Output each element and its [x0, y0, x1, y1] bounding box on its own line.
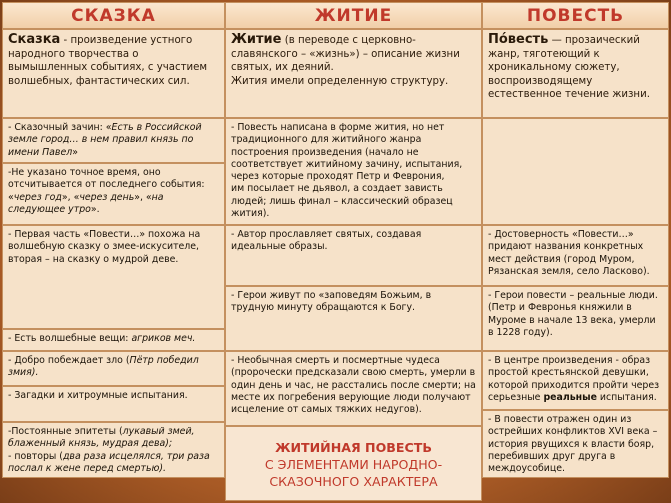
text-italic: через день	[79, 191, 135, 203]
term-skazka: Сказка	[8, 32, 61, 47]
povest-cell-empty	[482, 118, 669, 225]
skazka-cell-3: - Первая часть «Повести…» похожа на волшебную сказку о змее-искусителе, вторая – на сказку о мудрой деве.	[2, 225, 225, 329]
term-povest: По́весть	[488, 32, 549, 47]
text: », «	[134, 191, 152, 203]
header-povest: ПОВЕСТЬ	[482, 2, 669, 29]
text: - Сказочный зачин: «	[8, 122, 112, 133]
text-italic: на следующее утро	[8, 191, 164, 215]
text-bold: реальные	[543, 391, 597, 403]
skazka-cell-7	[2, 422, 225, 478]
text: испытания.	[596, 391, 657, 403]
povest-cell-2: - Достоверность «Повести…» придают названия конкретных мест действия (город Муром, Рязанская земля, село Ласково).	[482, 225, 669, 286]
definition-povest-text: — прозаический жанр, тяготеющий к хроникальному сюжету, воспроизводящему естественное течение жизни.	[488, 35, 650, 101]
definition-zhitie-text: (в переводе с церковно-славянского – «жизнь») – описание жизни святых, их деяний.	[231, 35, 460, 74]
text: - В центре произведения - образ простой крестьянской девушки, которой приходится пройти через серьезные	[488, 355, 660, 403]
text: -Не указано точное время, оно отсчитывается от последнего события: «	[8, 167, 205, 203]
definition-zhitie-text2: Жития имели определенную структуру.	[231, 75, 449, 87]
text-italic: два раза исцелялся, три раза послал к жене перед смертью).	[8, 450, 210, 474]
text: - повторы (	[8, 450, 63, 462]
text-italic: через год	[13, 191, 62, 203]
text: -Постоянные эпитеты (	[8, 426, 123, 437]
skazka-cell-2	[2, 163, 225, 225]
zhitie-cell-4: - Необычная смерть и посмертные чудеса (пророчески предсказали свою смерть, умерли в один день и час, не расстались после смерти; на месте их погребения верующие люди получают исцеление от самых тяжких недугов).	[225, 351, 482, 426]
text-italic: лукавый змей, блаженный князь, мудрая дева);	[8, 426, 195, 450]
text: », «	[61, 191, 80, 203]
header-zhitie: ЖИТИЕ	[225, 2, 482, 29]
text: »	[72, 146, 78, 158]
text-italic: агриков меч.	[131, 333, 196, 344]
definition-skazka-text: - произведение устного народного творчества о вымышленных событиях, с участием волшебных, фантастических сил.	[8, 35, 208, 87]
zhitie-cell-2: - Автор прославляет святых, создавая идеальные образы.	[225, 225, 482, 286]
definition-zhitie	[225, 29, 482, 118]
povest-cell-3: - Герои повести – реальные люди. (Петр и Февронья княжили в Муроме в начале 13 века, умерли в 1228 году).	[482, 286, 669, 351]
text-italic: Есть в Российской земле город… в нем правил князь по имени Павел	[8, 122, 202, 158]
conclusion-line-1: ЖИТИЙНАЯ ПОВЕСТЬ	[275, 440, 432, 455]
header-skazka: СКАЗКА	[2, 2, 225, 29]
term-zhitie: Житие	[231, 32, 282, 47]
text: - Есть волшебные вещи:	[8, 333, 132, 344]
povest-cell-5: - В повести отражен один из острейших конфликтов XVI века – история рвущихся к власти бояр, перебивших друг друга в междоусобице.	[482, 410, 669, 478]
text: ».	[90, 203, 100, 215]
zhitie-cell-1: - Повесть написана в форме жития, но нет традиционного для житийного жанра построения произведения (начало не соответствует житийному зачину, испытания, через которые проходят Петр и Феврония, им посылает не дьявол, а создает зависть людей; лишь финал – классический образец жития).	[225, 118, 482, 225]
text: - Добро побеждает зло (	[8, 355, 130, 366]
skazka-cell-5	[2, 351, 225, 386]
definition-skazka	[2, 29, 225, 118]
skazka-cell-4	[2, 329, 225, 351]
skazka-cell-1	[2, 118, 225, 163]
definition-povest	[482, 29, 669, 118]
skazka-cell-6: - Загадки и хитроумные испытания.	[2, 386, 225, 422]
conclusion-line-2: С ЭЛЕМЕНТАМИ НАРОДНО-	[264, 457, 443, 472]
text-italic: Пётр победил змия).	[8, 355, 199, 379]
conclusion-line-3: СКАЗОЧНОГО ХАРАКТЕРА	[269, 474, 438, 489]
povest-cell-4	[482, 351, 669, 410]
genre-conclusion	[225, 426, 482, 501]
zhitie-cell-3: - Герои живут по «заповедям Божьим, в трудную минуту обращаются к Богу.	[225, 286, 482, 351]
